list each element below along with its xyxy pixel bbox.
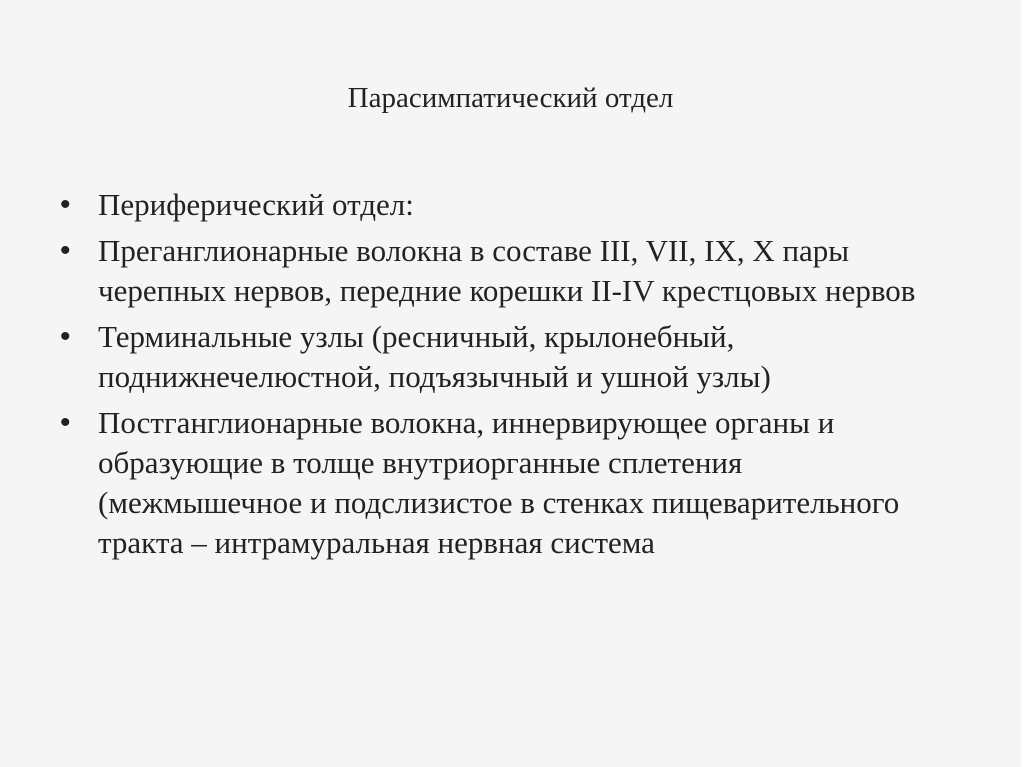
- bullet-list: [60, 185, 940, 569]
- bullet-item-postganglionic: [60, 403, 940, 563]
- bullet-dot-icon: •: [60, 320, 71, 353]
- bullet-text: Преганглионарные волокна в составе III, VII, IX, X пары черепных нервов, передние корешки II-IV крестцовых нервов: [98, 233, 916, 308]
- bullet-text: Постганглионарные волокна, иннервирующее органы и образующие в толще внутриорганные сплетения (межмышечное и подслизистое в стенках пищеварительного тракта – интрамуральная нервная система: [98, 405, 900, 560]
- bullet-dot-icon: •: [60, 234, 71, 267]
- bullet-item-peripheral: [60, 185, 940, 225]
- bullet-text: Периферический отдел:: [98, 187, 414, 222]
- slide-title: Парасимпатический отдел: [347, 82, 674, 114]
- bullet-item-preganglionic: [60, 231, 940, 311]
- bullet-dot-icon: •: [60, 188, 71, 221]
- bullet-text: Терминальные узлы (ресничный, крылонебный, поднижнечелюстной, подъязычный и ушной узлы): [98, 319, 771, 394]
- bullet-item-terminal-nodes: [60, 317, 940, 397]
- bullet-dot-icon: •: [60, 406, 71, 439]
